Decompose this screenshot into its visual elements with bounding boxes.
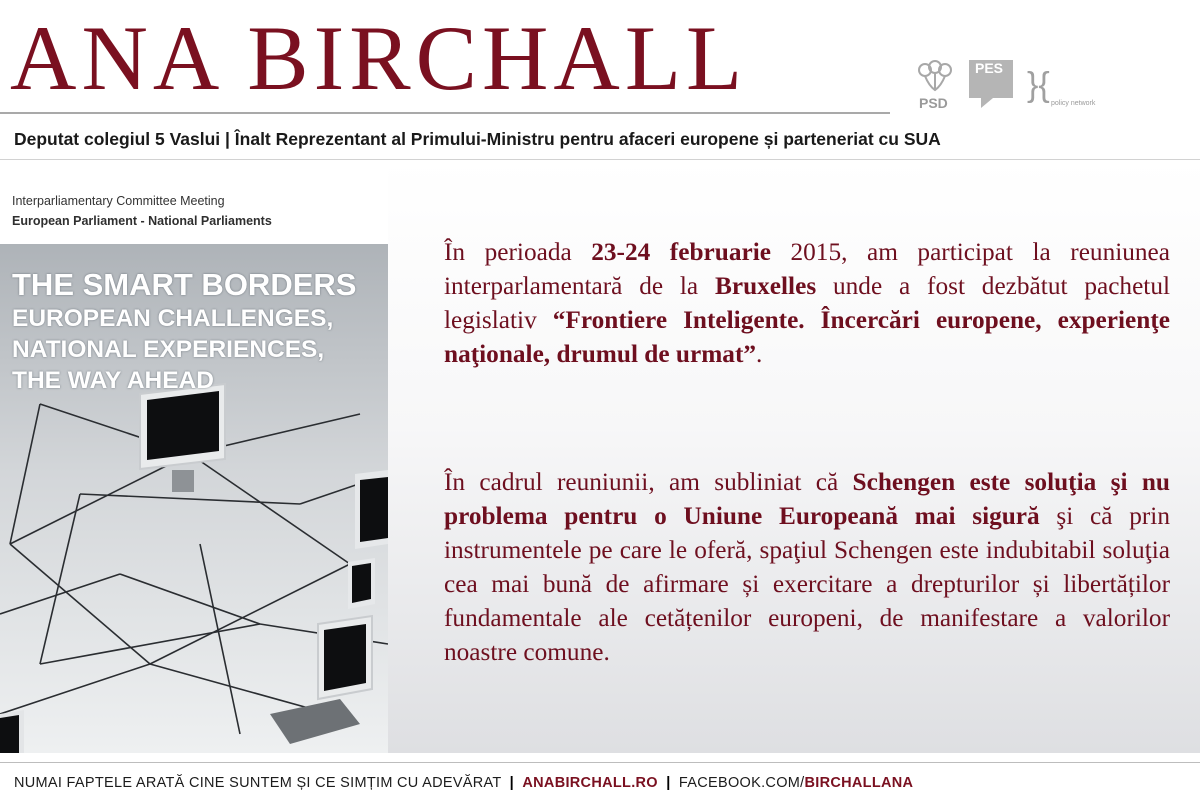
poster-title xyxy=(12,267,356,396)
brand-name: ANA BIRCHALL xyxy=(10,7,748,109)
pes-label: PES xyxy=(975,60,1004,76)
poster-title-line-2: EUROPEAN CHALLENGES, xyxy=(12,305,334,332)
p1-text-g: . xyxy=(756,340,763,368)
facebook-handle: BIRCHALLANA xyxy=(804,775,914,791)
p2-text-c: şi că prin instrumentele pe care le oferă, spaţiul Schengen este indubitabil soluţia cea mai bună de afirmare și exercitare a drepturilor și libertăților fundamentale ale cetățenilor europeni, de manifestare a valorilor noastre comune. xyxy=(444,502,1170,666)
p1-text-a: În perioada xyxy=(444,238,592,266)
poster-title-line-3: NATIONAL EXPERIENCES, xyxy=(12,336,325,363)
psd-label: PSD xyxy=(919,95,948,111)
footer-separator: | xyxy=(666,775,671,791)
poster-meeting-line: Interparliamentary Committee Meeting xyxy=(12,194,225,208)
tagline: Deputat colegiul 5 Vaslui | Înalt Reprezentant al Primului-Ministru pentru afaceri europene și parteneriat cu SUA xyxy=(14,129,941,149)
footer-bar xyxy=(14,775,913,791)
facebook-prefix: FACEBOOK.COM/ xyxy=(678,775,805,791)
footer-separator: | xyxy=(509,775,515,791)
article-paragraph-2 xyxy=(444,465,1170,669)
p1-text-c: 2015, am participat la reuniunea interparlamentară de la xyxy=(444,238,1171,300)
poster-parliaments-line: European Parliament - National Parliaments xyxy=(12,214,272,228)
event-poster xyxy=(0,160,388,753)
article-panel xyxy=(388,160,1200,753)
partner-logos xyxy=(905,58,1105,116)
poster-title-line-4: THE WAY AHEAD xyxy=(12,367,214,394)
policy-network-brace-logo-icon xyxy=(1027,64,1097,112)
psd-rose-logo-icon xyxy=(913,58,957,116)
footer-motto: NUMAI FAPTELE ARATĂ CINE SUNTEM ȘI CE SIMȚIM CU ADEVĂRAT xyxy=(14,775,502,791)
policy-network-label: policy network xyxy=(1051,100,1096,107)
svg-text:}{: }{ xyxy=(1027,66,1050,104)
article-paragraph-1 xyxy=(444,235,1170,371)
p2-text-a: În cadrul reuniunii, am subliniat că xyxy=(444,468,853,496)
pes-speech-bubble-logo-icon xyxy=(967,58,1017,110)
footer-divider xyxy=(0,762,1200,763)
p2-highlight: Schengen este soluţia şi nu problema pentru o Uniune Europeană mai sigură xyxy=(444,468,1170,530)
facebook-link[interactable] xyxy=(679,775,913,791)
p1-date: 23-24 februarie xyxy=(591,238,771,266)
p1-city: Bruxelles xyxy=(714,272,817,300)
p1-text-e: unde a fost dezbătut pachetul legislativ xyxy=(444,272,1171,334)
website-link[interactable]: ANABIRCHALL.RO xyxy=(522,775,658,791)
brand-divider xyxy=(0,112,890,114)
poster-title-line-1: THE SMART BORDERS xyxy=(12,267,357,302)
p1-package-title: “Frontiere Inteligente. Încercări europene, experienţe naţionale, drumul de urmat” xyxy=(444,306,1170,368)
